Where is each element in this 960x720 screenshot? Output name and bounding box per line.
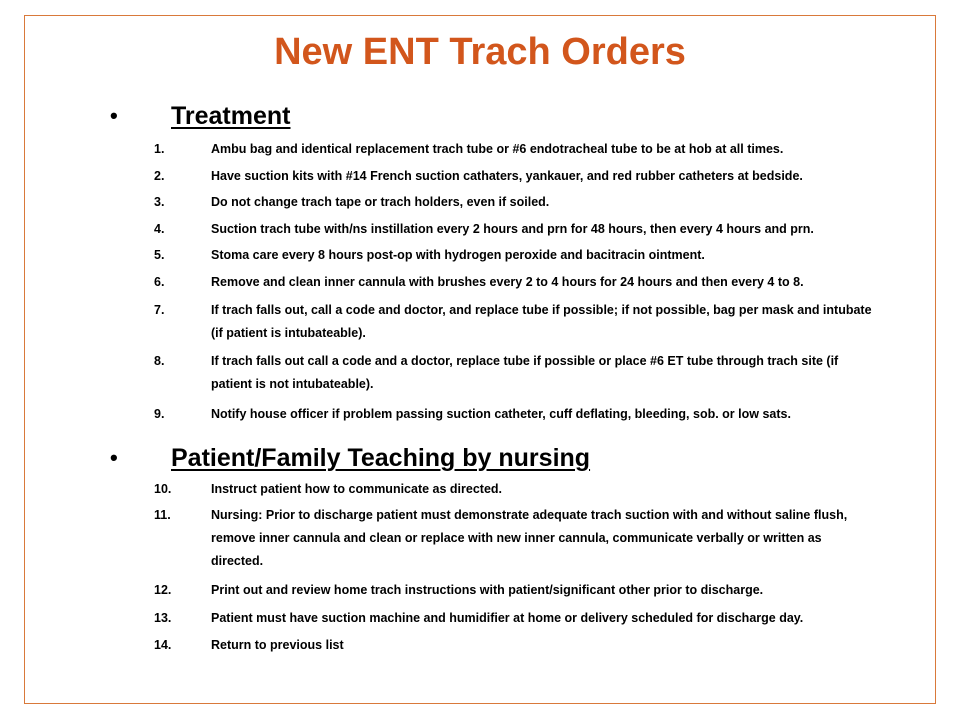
item-text: If trach falls out call a code and a doctor, replace tube if possible or place #6 ET tube through trach site (if patient is not intubateable).	[211, 354, 839, 391]
item-text: Instruct patient how to communicate as directed.	[211, 482, 503, 496]
item-number: 10.	[154, 482, 172, 496]
item-number: 14.	[154, 638, 172, 652]
item-text: Do not change trach tape or trach holders, even if soiled.	[211, 195, 550, 209]
list-item	[154, 165, 874, 188]
list-item	[154, 478, 874, 501]
slide-title: New ENT Trach Orders	[274, 31, 686, 73]
list-item	[154, 138, 874, 161]
list-item	[154, 244, 874, 267]
item-text: Have suction kits with #14 French suction cathaters, yankauer, and red rubber catheters at bedside.	[211, 169, 803, 183]
list-item	[154, 403, 874, 426]
item-text: Suction trach tube with/ns instillation every 2 hours and prn for 48 hours, then every 4 hours and prn.	[211, 222, 814, 236]
item-number: 13.	[154, 611, 172, 625]
item-text: Print out and review home trach instructions with patient/significant other prior to discharge.	[211, 583, 764, 597]
item-number: 1.	[154, 142, 165, 156]
list-item	[154, 299, 874, 345]
item-text: Remove and clean inner cannula with brushes every 2 to 4 hours for 24 hours and then every 4 to 8.	[211, 275, 804, 289]
item-number: 7.	[154, 303, 165, 317]
section-title: Treatment	[171, 102, 291, 130]
item-number: 2.	[154, 169, 165, 183]
item-number: 9.	[154, 407, 165, 421]
item-text: Notify house officer if problem passing suction catheter, cuff deflating, bleeding, sob. or low sats.	[211, 407, 791, 421]
bullet: •	[110, 445, 118, 470]
item-text: Stoma care every 8 hours post-op with hydrogen peroxide and bacitracin ointment.	[211, 248, 705, 262]
list-item	[154, 350, 874, 396]
item-number: 11.	[154, 508, 171, 522]
item-number: 5.	[154, 248, 165, 262]
item-number: 12.	[154, 583, 172, 597]
item-text: Return to previous list	[211, 638, 344, 652]
item-text: If trach falls out, call a code and doctor, and replace tube if possible; if not possible, bag per mask and intubate (if patient is intubateable).	[211, 303, 872, 340]
item-text: Nursing: Prior to discharge patient must demonstrate adequate trach suction with and without saline flush, remove inner cannula and clean or replace with new inner cannula, communicate verbally or written as directed.	[211, 508, 848, 568]
list-item	[154, 218, 874, 241]
item-text: Ambu bag and identical replacement trach tube or #6 endotracheal tube to be at hob at all times.	[211, 142, 784, 156]
item-text: Patient must have suction machine and humidifier at home or delivery scheduled for discharge day.	[211, 611, 804, 625]
section-title: Patient/Family Teaching by nursing	[171, 444, 591, 472]
item-number: 4.	[154, 222, 165, 236]
item-number: 8.	[154, 354, 165, 368]
bullet: •	[110, 103, 118, 128]
list-item	[154, 607, 874, 630]
item-number: 3.	[154, 195, 165, 209]
list-item	[154, 504, 874, 573]
list-item	[154, 271, 874, 294]
list-item	[154, 579, 874, 602]
item-number: 6.	[154, 275, 165, 289]
list-item	[154, 634, 874, 657]
list-item	[154, 191, 874, 214]
